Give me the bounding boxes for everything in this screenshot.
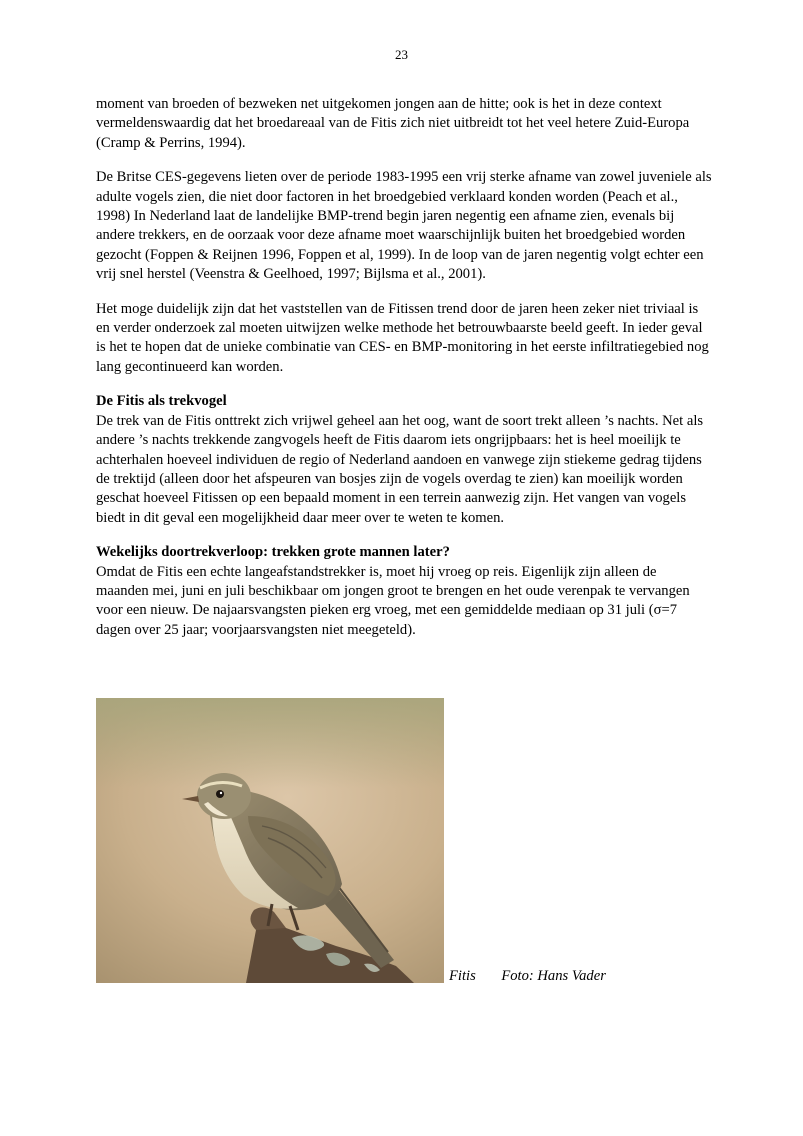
paragraph-trekvogel: De trek van de Fitis onttrekt zich vrijwel geheel aan het oog, want de soort trekt alleen ’s nachts. Net als andere ’s nachts trekkende zangvogels heeft de Fitis daarom iets ongrijpbaars: het is heel moeilijk te achterhalen hoeveel individuen de regio of Nederland aandoen en vanwege zijn stiekeme gedrag tijdens de trektijd (alleen door het afspeuren van bosjes zijn de vogels overdag te zien) kan moeilijk worden geschat hoeveel Fitissen op een bepaald moment in een terrein aanwezig zijn. Het vangen van vogels biedt in dit geval een mogelijkheid daar meer over te weten te komen.: [96, 412, 704, 526]
caption-credit: Foto: Hans Vader: [501, 968, 606, 984]
section-heading-trekvogel: De Fitis als trekvogel: [96, 393, 227, 410]
paragraph-1: moment van broeden of bezweken net uitgekomen jongen aan de hitte; ook is het in deze context vermeldenswaardig dat het broedareaal van de Fitis zich niet uitbreidt tot het veel hetere Zuid-Europa (Cramp & Perrins, 1994).: [96, 96, 690, 151]
page-number: 23: [395, 47, 408, 62]
section-heading-doortrek: Wekelijks doortrekverloop: trekken grote mannen later?: [96, 544, 450, 561]
paragraph-doortrek: Omdat de Fitis een echte langeafstandstrekker is, moet hij vroeg op reis. Eigenlijk zijn alleen de maanden mei, juni en juli beschikbaar om jongen groot te brengen en het oude verenpak te vervangen voor een nieuw. De najaarsvangsten pieken erg vroeg, met een gemiddelde mediaan op 31 juli (σ=7 dagen over 25 jaar; voorjaarsvangsten niet meegeteld).: [96, 563, 690, 638]
bird-photo: [96, 698, 444, 983]
photo-caption: [449, 968, 606, 985]
caption-species: Fitis: [449, 968, 476, 984]
paragraph-2: De Britse CES-gegevens lieten over de periode 1983-1995 een vrij sterke afname van zowel juveniele als adulte vogels zien, die niet door factoren in het broedgebied verklaard konden worden (Peach et al., 1998) In Nederland laat de landelijke BMP-trend begin jaren negentig een afname zien, evenals bij andere trekkers, en de oorzaak voor deze afname moet waarschijnlijk buiten het broedgebied worden gezocht (Foppen & Reijnen 1996, Foppen et al, 1999). In de loop van de jaren negentig volgt echter een vrij snel herstel (Veenstra & Geelhoed, 1997; Bijlsma et al., 2001).: [96, 169, 712, 283]
paragraph-3: Het moge duidelijk zijn dat het vaststellen van de Fitissen trend door de jaren heen zeker niet triviaal is en verder onderzoek zal moeten uitwijzen welke methode het betrouwbaarste beeld geeft. In ieder geval is het te hopen dat de unieke combinatie van CES- en BMP-monitoring in het eerste infiltratiegebied nog lang gecontinueerd kan worden.: [96, 300, 709, 375]
body-text: [96, 95, 712, 655]
